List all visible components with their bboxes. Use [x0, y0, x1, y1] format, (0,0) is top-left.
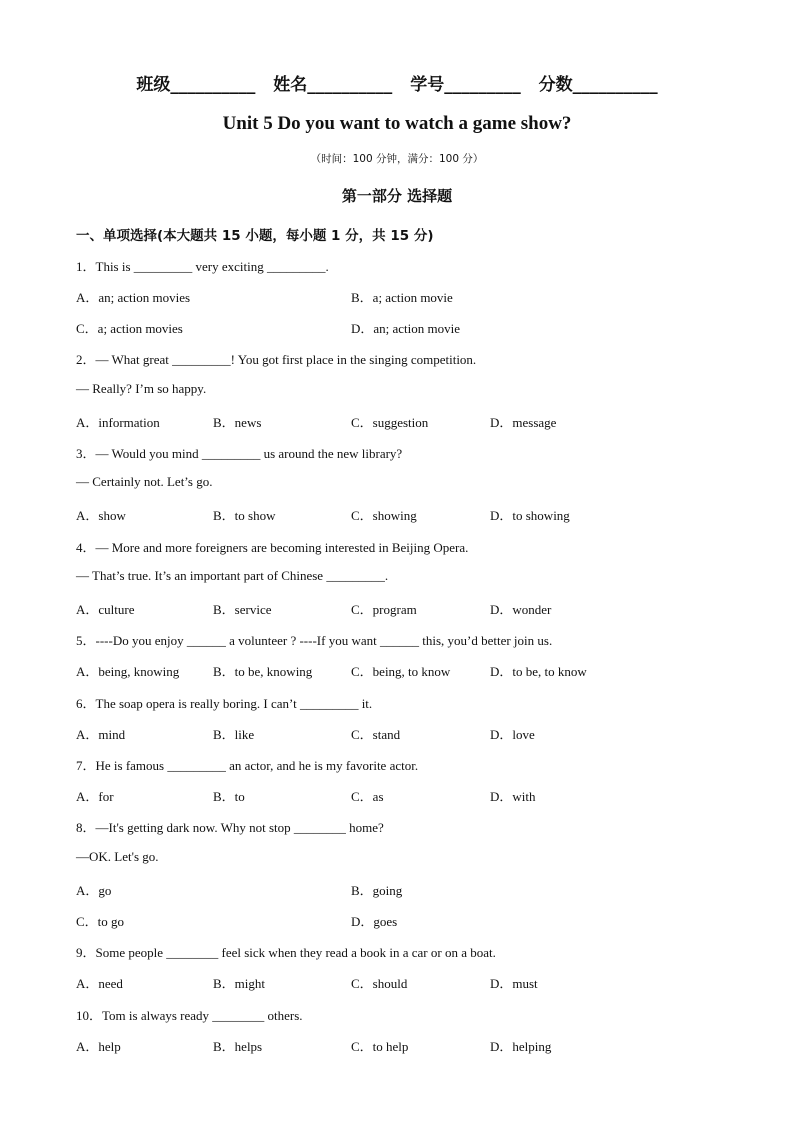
question-4-option-a: A．culture: [76, 602, 135, 617]
question-2-option-d: D．message: [490, 415, 557, 430]
question-3-option-b: B．to show: [213, 508, 276, 523]
class-field: 班级__________: [136, 75, 256, 95]
student-info-line: [0, 70, 794, 95]
question-5-option-d: D．to be, to know: [490, 664, 587, 679]
question-6-option-a: A．mind: [76, 727, 126, 742]
question-5-option-c: C．being, to know: [351, 664, 451, 679]
question-4-text: 4．— More and more foreigners are becoming interested in Beijing Opera.: [76, 540, 469, 555]
question-7-option-b: B．to: [213, 789, 245, 804]
question-4-option-b: B．service: [213, 602, 272, 617]
question-9-option-d: D．must: [490, 976, 538, 991]
question-8-reply: —OK. Let's go.: [76, 849, 159, 864]
question-10-option-a: A．help: [76, 1039, 121, 1054]
score-field: 分数__________: [538, 75, 658, 95]
part-heading: 第一部分 选择题: [341, 187, 453, 205]
question-3-reply: — Certainly not. Let’s go.: [76, 474, 213, 489]
question-8-option-c: C．to go: [76, 914, 125, 929]
question-6-option-b: B．like: [213, 727, 255, 742]
question-1-text: 1．This is _________ very exciting _________.: [76, 259, 329, 274]
question-1-option-b: B．a; action movie: [351, 290, 453, 305]
question-3-option-a: A．show: [76, 508, 126, 523]
question-2-option-a: A．information: [76, 415, 160, 430]
question-8-option-a: A．go: [76, 883, 112, 898]
question-6-option-d: D．love: [490, 727, 535, 742]
question-10-option-d: D．helping: [490, 1039, 552, 1054]
question-6-text: 6．The soap opera is really boring. I can’t _________ it.: [76, 696, 373, 711]
question-5-text: 5．----Do you enjoy ______ a volunteer ? ----If you want ______ this, you’d better join us.: [76, 633, 553, 648]
question-1-option-c: C．a; action movies: [76, 321, 183, 336]
name-field: 姓名__________: [273, 75, 393, 95]
question-10-text: 10．Tom is always ready ________ others.: [76, 1008, 303, 1023]
question-9-option-a: A．need: [76, 976, 123, 991]
question-9-option-b: B．might: [213, 976, 266, 991]
question-3-text: 3．— Would you mind _________ us around the new library?: [76, 446, 403, 461]
question-2-option-c: C．suggestion: [351, 415, 429, 430]
question-7-option-d: D．with: [490, 789, 536, 804]
question-10-option-c: C．to help: [351, 1039, 409, 1054]
question-6-option-c: C．stand: [351, 727, 401, 742]
question-2-reply: — Really? I’m so happy.: [76, 381, 207, 396]
question-1-option-d: D．an; action movie: [351, 321, 461, 336]
question-9-option-c: C．should: [351, 976, 408, 991]
question-2-option-b: B．news: [213, 415, 262, 430]
question-7-text: 7．He is famous _________ an actor, and he is my favorite actor.: [76, 758, 419, 773]
exam-info: （时间：100 分钟，满分：100 分）: [310, 153, 484, 165]
question-4-reply: — That’s true. It’s an important part of Chinese _________.: [76, 568, 389, 583]
question-4-option-c: C．program: [351, 602, 417, 617]
student-number-field: 学号_________: [410, 75, 521, 95]
question-8-text: 8．—It's getting dark now. Why not stop ________ home?: [76, 820, 384, 835]
question-7-option-a: A．for: [76, 789, 114, 804]
question-10-option-b: B．helps: [213, 1039, 263, 1054]
question-5-option-b: B．to be, knowing: [213, 664, 313, 679]
question-8-option-d: D．goes: [351, 914, 398, 929]
question-7-option-c: C．as: [351, 789, 384, 804]
question-5-option-a: A．being, knowing: [76, 664, 180, 679]
question-8-option-b: B．going: [351, 883, 403, 898]
page-title: Unit 5 Do you want to watch a game show?: [222, 113, 572, 134]
question-3-option-c: C．showing: [351, 508, 417, 523]
question-4-option-d: D．wonder: [490, 602, 552, 617]
question-9-text: 9．Some people ________ feel sick when they read a book in a car or on a boat.: [76, 945, 496, 960]
question-2-text: 2．— What great _________! You got first place in the singing competition.: [76, 352, 477, 367]
section-heading: 一、单项选择(本大题共 15 小题，每小题 1 分，共 15 分): [76, 228, 434, 244]
question-3-option-d: D．to showing: [490, 508, 570, 523]
question-1-option-a: A．an; action movies: [76, 290, 191, 305]
